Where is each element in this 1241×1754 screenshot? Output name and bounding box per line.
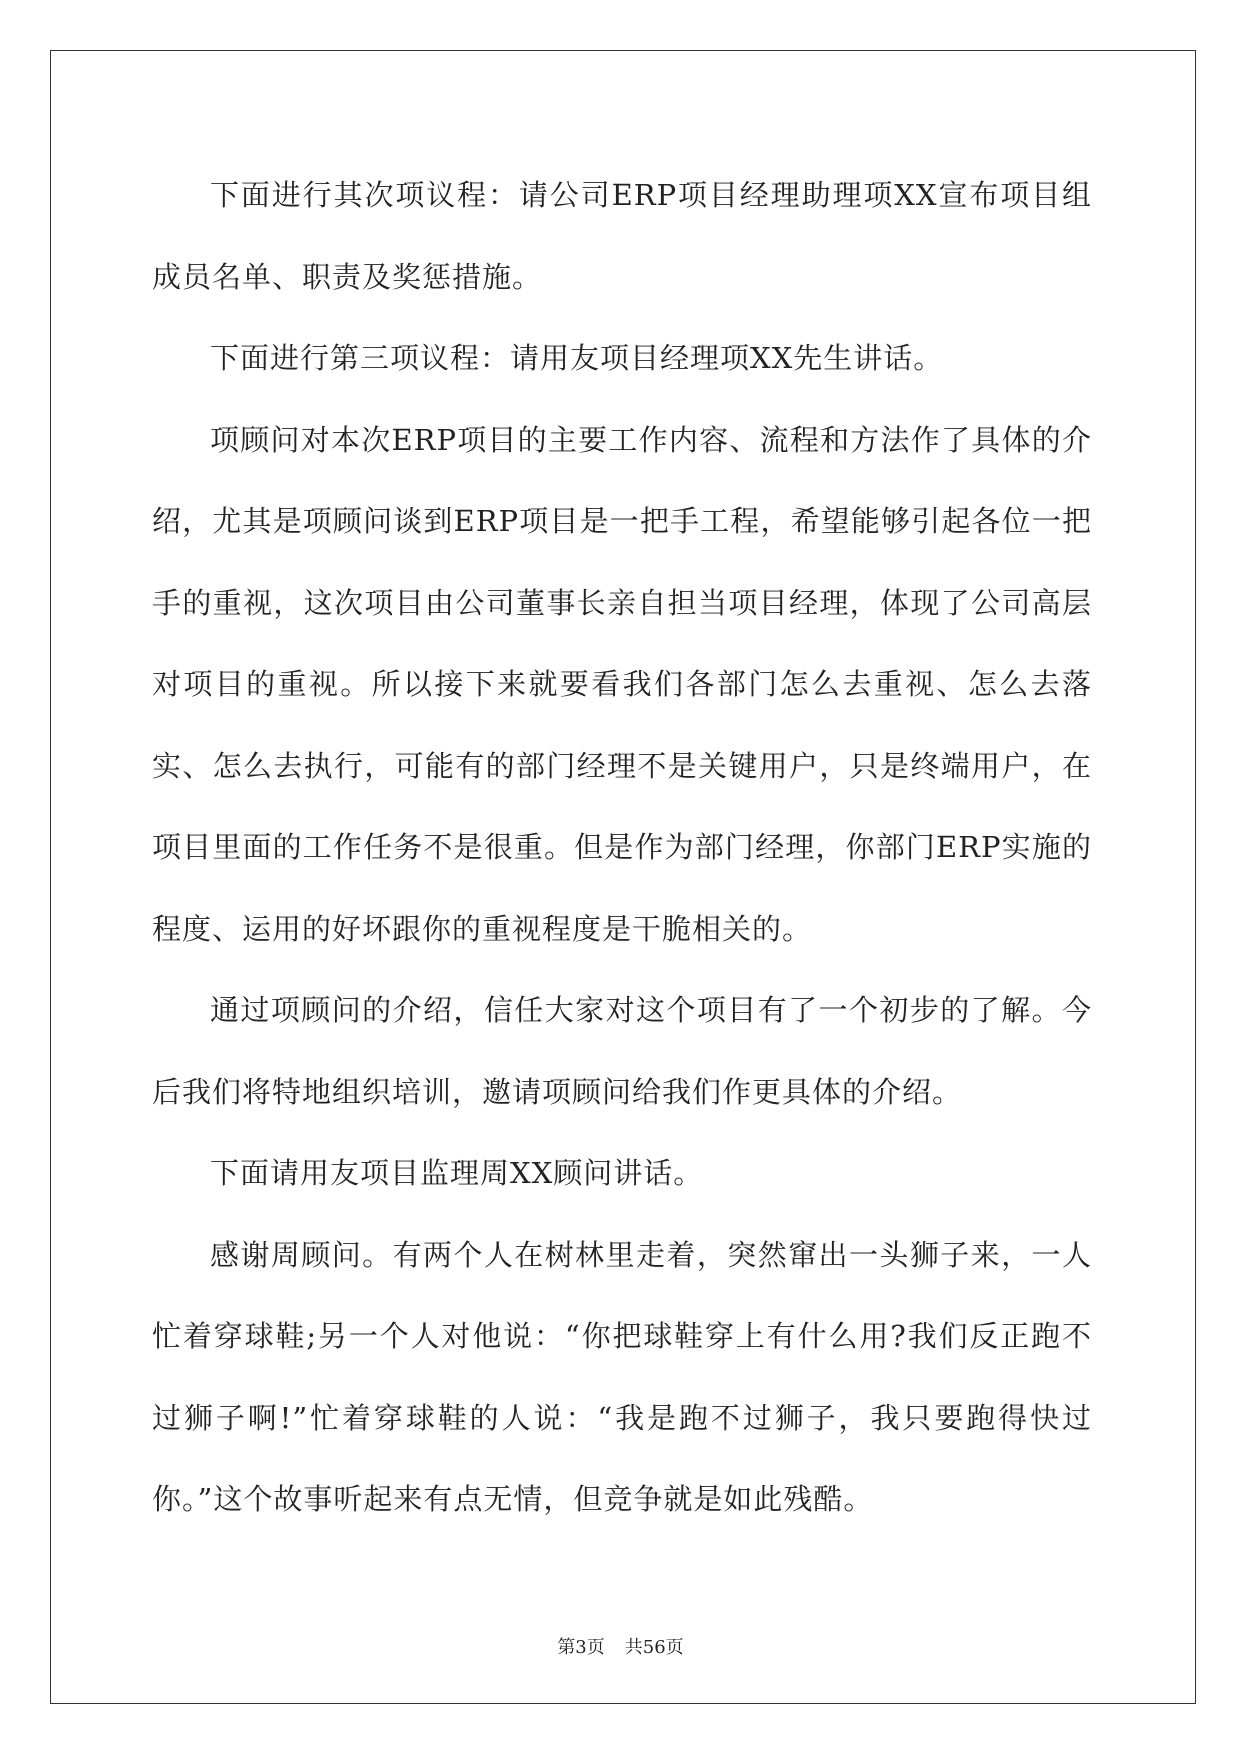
paragraph: 通过项顾问的介绍，信任大家对这个项目有了一个初步的了解。今后我们将特地组织培训，邀请项顾问给我们作更具体的介绍。 <box>152 993 1092 1109</box>
page-number: 第3页 <box>557 1637 605 1658</box>
paragraph: 下面请用友项目监理周XX顾问讲话。 <box>210 1156 704 1190</box>
total-pages: 共56页 <box>624 1637 684 1658</box>
document-body <box>152 155 1092 1541</box>
paragraph: 感谢周顾问。有两个人在树林里走着，突然窜出一头狮子来，一人忙着穿球鞋;另一个人对他说：“你把球鞋穿上有什么用?我们反正跑不过狮子啊!”忙着穿球鞋的人说：“我是跑不过狮子，我只要跑得快过你。”这个故事听起来有点无情，但竞争就是如此残酷。 <box>152 1237 1092 1516</box>
paragraph: 下面进行第三项议程：请用友项目经理项XX先生讲话。 <box>210 341 944 375</box>
paragraph: 项顾问对本次ERP项目的主要工作内容、流程和方法作了具体的介绍，尤其是项顾问谈到ERP项目是一把手工程，希望能够引起各位一把手的重视，这次项目由公司董事长亲自担当项目经理，体现了公司高层对项目的重视。所以接下来就要看我们各部门怎么去重视、怎么去落实、怎么去执行，可能有的部门经理不是关键用户，只是终端用户，在项目里面的工作任务不是很重。但是作为部门经理，你部门ERP实施的程度、运用的好坏跟你的重视程度是干脆相关的。 <box>152 422 1092 946</box>
paragraph: 下面进行其次项议程：请公司ERP项目经理助理项XX宣布项目组成员名单、职责及奖惩措施。 <box>152 178 1092 294</box>
page-footer <box>0 1633 1241 1659</box>
